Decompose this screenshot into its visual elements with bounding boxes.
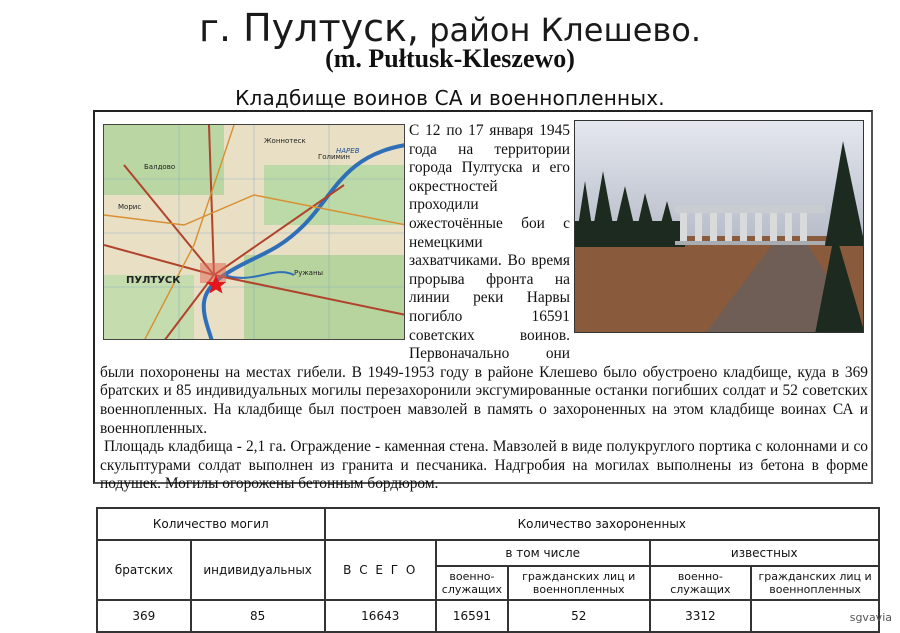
map-label-village-3: Жоннотеск [264,137,306,145]
map-label-river: НАРЕВ [336,147,360,155]
known-military-value: 3312 [650,600,752,632]
watermark: sgvavia [849,611,892,624]
mass-graves-value: 369 [97,600,191,632]
including-header: в том числе [436,540,650,566]
map-label-village-4: Голимин [318,153,350,161]
map-label-village-5: Ружаны [294,269,324,277]
article-paragraph-2: Площадь кладбища - 2,1 га. Ограждение - каменная стена. Мавзолей в виде полукруглого портика с колоннами и со скульптурами солдат выполнен из гранита и песчаника. Надгробия на могилах выполнены из бетона в форме подушек. Могилы огорожены бетонным бордюром. [100,438,868,493]
total-value: 16643 [325,600,436,632]
civilians-value: 52 [508,600,650,632]
mass-graves-header: братских [97,540,191,600]
map-image [104,125,405,340]
topographic-map [103,124,405,340]
burial-stats-table [96,507,880,633]
civilians-header: гражданских лиц и военнопленных [508,566,650,600]
memorial-photo-image [575,121,864,333]
buried-header: Количество захороненных [325,508,879,540]
title-city: г. Пултуск, [198,6,420,50]
individual-graves-header: индивидуальных [191,540,325,600]
latin-subtitle: (m. Pułtusk-Kleszewo) [325,44,575,73]
individual-graves-value: 85 [191,600,325,632]
title-district: район Клешево. [429,11,702,49]
map-label-village-1: Морис [118,203,142,211]
known-military-header: военно-служащих [650,566,752,600]
military-value: 16591 [436,600,508,632]
map-label-village-2: Балдово [144,163,176,171]
total-header: В С Е Г О [325,540,436,600]
military-header: военно-служащих [436,566,508,600]
memorial-photo [574,120,864,333]
known-civilians-header: гражданских лиц и военнопленных [751,566,879,600]
graves-header: Количество могил [97,508,325,540]
known-header: известных [650,540,879,566]
article-paragraph-1: С 12 по 17 января 1945 года на территории города Пултуска и его окрестностей проходили ожесточённые бои с немецкими захватчиками. Во время прорыва фронта на линии реки Нарвы погибло 16591 советских воинов. Первоначально они были похоронены на местах гибели. В 1949-1953 году в районе Клешево было обустроено кладбище, куда в 369 братских и 85 индивидуальных могилы перезахоронили эксгумированные останки погибших солдат и 52 советских военнопленных. На кладбище был построен мавзолей в память о захороненных на этом кладбище воинах СА и военнопленных. [100,122,868,437]
map-label-town: ПУЛТУСК [126,275,181,286]
section-heading: Кладбище воинов СА и военнопленных. [235,86,665,110]
